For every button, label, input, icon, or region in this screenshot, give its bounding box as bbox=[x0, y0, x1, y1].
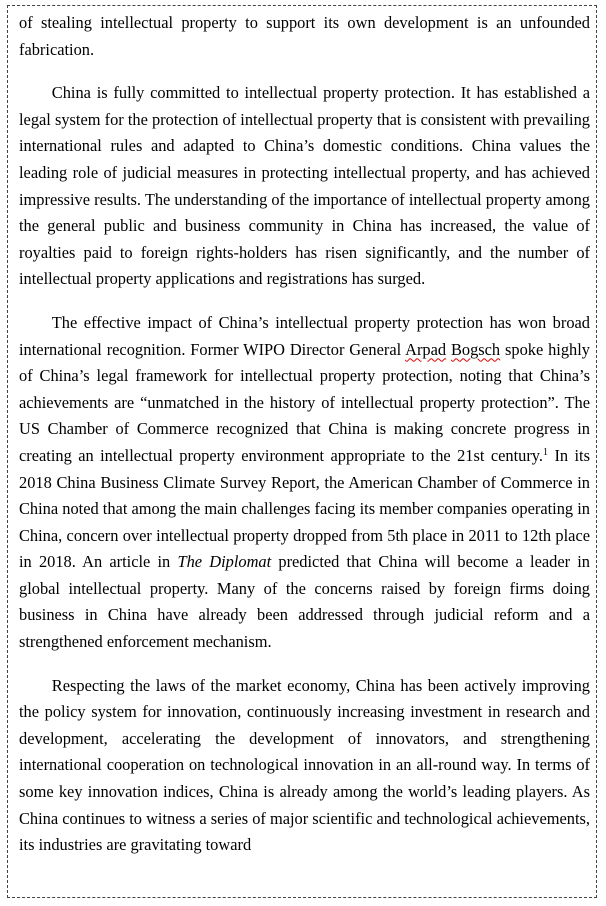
paragraph-3-text-d: predicted that China will become a leader in global intellectual property. Many of the concerns raised by foreign firms doing business in China have already been addressed through judicial reform and a strengthened enforcement mechanism. bbox=[19, 552, 591, 652]
paragraph-3-text-b: spoke highly of China’s legal framework for intellectual property protection, noting that China’s achievements are “unmatched in the history of intellectual property protection”. The US Chamber of Commerce recognized that China is making concrete progress in creating an intellectual property environment appropriate to the 21st century. bbox=[19, 339, 590, 465]
paragraph-2: China is fully committed to intellectual property protection. It has established a legal system for the protection of intellectual property that is consistent with prevailing international rules and adapted to China’s domestic conditions. China values the leading role of judicial measures in protecting intellectual property, and has achieved impressive results. The understanding of the importance of intellectual property among the general public and business community in China has increased, the value of royalties paid to foreign rights-holders has risen significantly, and the number of intellectual property applications and registrations has surged. bbox=[19, 83, 590, 289]
paragraph-gap bbox=[19, 63, 590, 80]
misspelled-word-bogsch[interactable]: Bogsch bbox=[450, 339, 501, 359]
paragraph-3-text-c: In its 2018 China Business Climate Survey Report, the American Chamber of Commerce in China noted that among the main challenges facing its member companies operating in China, concern over intellectual property dropped from 5th place in 2011 to 12th place in 2018. An article in bbox=[19, 445, 590, 572]
misspelled-word-arpad[interactable]: Arpad bbox=[405, 339, 447, 359]
document-body bbox=[19, 10, 590, 859]
paragraph-3-text-a: The effective impact of China’s intellectual property protection has won broad international recognition. Former WIPO Director General bbox=[19, 312, 590, 359]
document-page bbox=[7, 5, 597, 898]
paragraph-4: Respecting the laws of the market economy, China has been actively improving the policy system for innovation, continuously increasing investment in research and development, accelerating the development of innovators, and strengthening international cooperation on technological innovation in an all-round way. In terms of some key innovation indices, China is already among the world’s leading players. As China continues to witness a series of major scientific and technological achievements, its industries are gravitating toward bbox=[19, 675, 590, 855]
paragraph-3 bbox=[19, 310, 590, 656]
footnote-marker[interactable]: 1 bbox=[543, 446, 549, 458]
paragraph-gap bbox=[19, 293, 590, 310]
paragraph-gap bbox=[19, 656, 590, 673]
paragraph-1: of stealing intellectual property to support its own development is an unfounded fabrication. bbox=[19, 13, 590, 59]
publication-title: The Diplomat bbox=[177, 552, 272, 572]
